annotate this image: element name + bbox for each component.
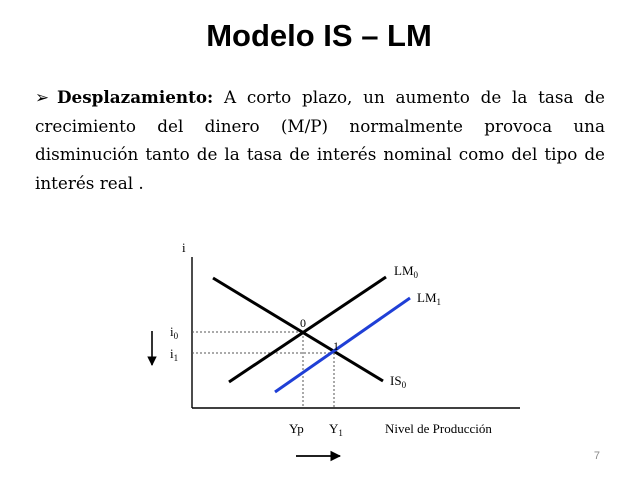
x-axis-label: Nivel de Producción xyxy=(385,421,492,436)
y-axis-label: i xyxy=(182,240,186,255)
tick-y1: $Y_1$ xyxy=(329,421,343,438)
bullet-term: Desplazamiento: xyxy=(57,87,214,107)
arrowhead-bullet-icon: ➢ xyxy=(35,87,50,107)
label-is0: $IS_0$ xyxy=(390,373,407,390)
tick-yp: Yp xyxy=(289,421,304,436)
label-lm1: $LM_1$ xyxy=(417,290,441,307)
slide-title: Modelo IS – LM xyxy=(206,18,432,53)
point-label-0: 0 xyxy=(300,316,306,330)
page-number: 7 xyxy=(593,450,600,462)
tick-i0: $i_0$ xyxy=(170,324,179,341)
point-label-1: 1 xyxy=(333,339,339,353)
curve-is0 xyxy=(213,278,383,381)
bullet-text: A corto plazo, un aumento de la tasa de crecimiento del dinero (M/P) normalmente provoca una disminución tanto de la tasa de interés nominal como del tipo de interés real . xyxy=(35,87,605,193)
tick-i1: $i_1$ xyxy=(170,346,179,363)
label-lm0: $LM_0$ xyxy=(394,263,418,280)
